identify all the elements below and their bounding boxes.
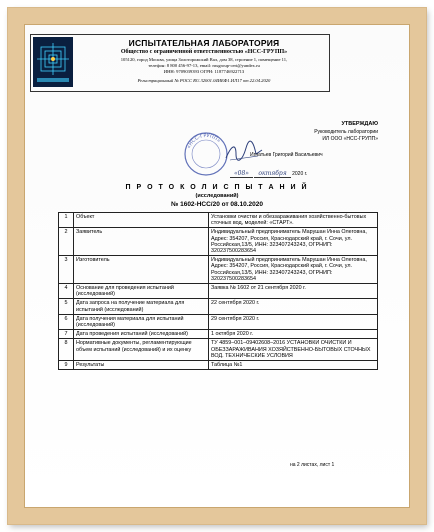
table-cell-label: Дата получения материала для испытаний (исследований) [74, 314, 209, 329]
approval-title: УТВЕРЖДАЮ [341, 121, 378, 127]
table-cell-label: Изготовитель [74, 256, 209, 284]
table-cell-n: 7 [59, 330, 74, 339]
table-cell-label: Заявитель [74, 228, 209, 256]
date-day: «08» [230, 170, 253, 178]
lab-registration: Регистрационный № РОСС RU.32001.04ИБФ1.ИЛ17 от 22.04.2020 [137, 78, 271, 83]
table-cell-label: Результаты [74, 361, 209, 370]
lab-title: ИСПЫТАТЕЛЬНАЯ ЛАБОРАТОРИЯ [128, 38, 280, 48]
protocol-table [58, 212, 378, 370]
table-cell-value: 1 октября 2020 г. [209, 330, 378, 339]
table-row [59, 330, 378, 339]
table-cell-n: 4 [59, 284, 74, 299]
approval-org: ИЛ ООО «НСС-ГРУПП» [322, 136, 378, 142]
table-cell-value: Индивидуальный предприниматель Марушан Инна Олеговна, Адрес: 354207, Россия, Краснодарский край, г. Сочи, ул. Российская,13/5, ИНН: 323407243243, ОГРНИП: 320237500283654 [209, 228, 378, 256]
table-cell-n: 1 [59, 213, 74, 228]
table-row [59, 284, 378, 299]
table-cell-value: Таблица №1 [209, 361, 378, 370]
table-cell-value: Заявка № 1602 от 21 сентября 2020 г. [209, 284, 378, 299]
table-row [59, 314, 378, 329]
svg-text:«НСС-ГРУПП»: «НСС-ГРУПП» [186, 132, 222, 150]
table-cell-value: 29 сентября 2020 г. [209, 314, 378, 329]
protocol-title: П Р О Т О К О Л И С П Ы Т А Н И Й [125, 184, 309, 191]
protocol-number: № 1602-НСС/20 от 08.10.2020 [171, 201, 263, 208]
signer-name: Игнатьев Григорий Васильевич [250, 152, 323, 158]
approval-date [230, 170, 307, 177]
table-row [59, 256, 378, 284]
table-row [59, 228, 378, 256]
table-cell-label: Дата запроса на получение материала для испытаний (исследований) [74, 299, 209, 314]
table-cell-value: Установки очистки и обеззараживания хозяйственно-бытовых сточных вод, моделей: «СТАРТ». [209, 213, 378, 228]
table-cell-label: Объект [74, 213, 209, 228]
lab-contacts: телефон: 8 800 456-97-13, email: nssgroup-cert@yandex.ru [148, 63, 260, 68]
date-month: октября [254, 170, 290, 178]
table-cell-label: Основание для проведения испытаний (исследований) [74, 284, 209, 299]
table-row [59, 361, 378, 370]
table-cell-value: ТУ 4859–001–09402608–2016 УСТАНОВКИ ОЧИСТКИ И ОБЕЗЗАРАЖИВАНИЯ ХОЗЯЙСТВЕННО-БЫТОВЫХ СТОЧНЫХ ВОД. ТЕХНИЧЕСКИЕ УСЛОВИЯ [209, 339, 378, 361]
page-counter: на 2 листах, лист 1 [290, 462, 335, 468]
approval-role: Руководитель лаборатории [314, 129, 378, 135]
table-cell-value: 22 сентября 2020 г. [209, 299, 378, 314]
table-cell-n: 3 [59, 256, 74, 284]
table-cell-label: Дата проведения испытаний (исследований) [74, 330, 209, 339]
table-cell-value: Индивидуальный предприниматель Марушан Инна Олеговна, Адрес: 354207, Россия, Краснодарский край, г. Сочи, ул. Российская,13/5, ИНН: 323407243243, ОГРНИП: 320237500283654 [209, 256, 378, 284]
lab-org-name: Общество с ограниченной ответственностью «НСС-ГРУПП» [120, 49, 288, 55]
table-cell-label: Нормативные документы, регламентирующие объем испытаний (исследований) и их оценку [74, 339, 209, 361]
table-cell-n: 8 [59, 339, 74, 361]
date-year: 2020 г. [292, 171, 308, 177]
lab-ids: ИНН: 9709039393 ОГРН: 1187746922713 [163, 69, 245, 74]
table-cell-n: 5 [59, 299, 74, 314]
round-seal-stamp [183, 131, 229, 177]
table-row [59, 213, 378, 228]
table-cell-n: 9 [59, 361, 74, 370]
protocol-subtitle: (исследований) [195, 193, 239, 199]
lab-address: 105120, город Москва, улица Золоторожский Вал, дом 38, строение 1, помещение 11, [120, 57, 288, 62]
table-row [59, 299, 378, 314]
lab-header-box [30, 34, 330, 92]
table-row [59, 339, 378, 361]
table-cell-n: 2 [59, 228, 74, 256]
lab-logo-icon [33, 37, 73, 87]
table-cell-n: 6 [59, 314, 74, 329]
